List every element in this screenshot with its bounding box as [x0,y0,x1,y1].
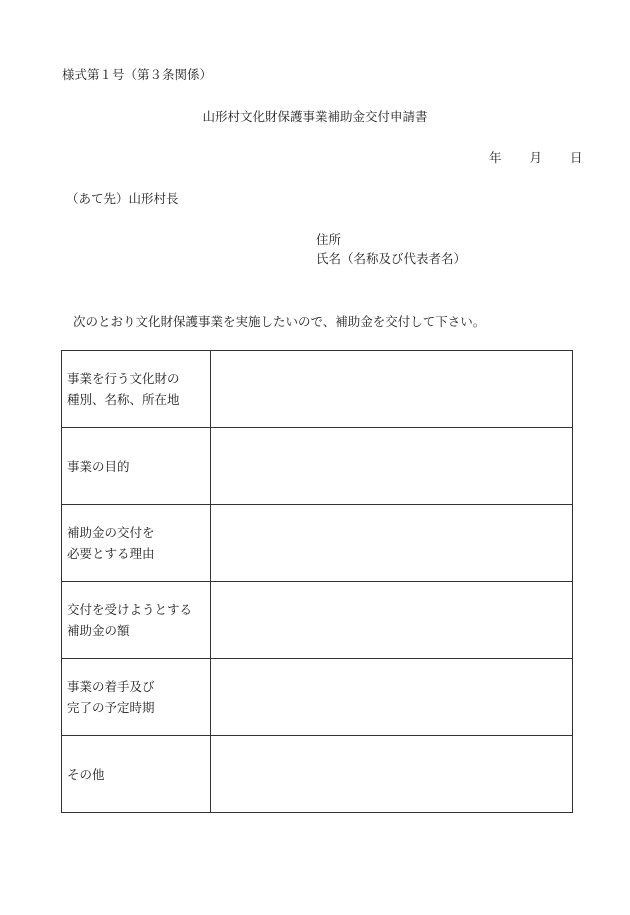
table-row [62,351,573,428]
date-month-label: 月 [529,150,543,165]
date-day-label: 日 [570,150,583,165]
table-row [62,659,573,736]
label-line: 事業を行う文化財の [67,371,180,386]
row-label-amount [62,582,211,659]
table-row [62,505,573,582]
row-value-other[interactable] [211,736,573,813]
label-line: 補助金の額 [67,623,130,638]
row-value-amount[interactable] [211,582,573,659]
row-value-schedule[interactable] [211,659,573,736]
applicant-name-label: 氏名（名称及び代表者名） [316,251,467,266]
row-label-reason [62,505,211,582]
form-number: 様式第１号（第３条関係） [62,67,213,82]
document-title: 山形村文化財保護事業補助金交付申請書 [202,109,428,124]
table-row [62,736,573,813]
date-line [489,152,583,165]
application-table [61,350,573,813]
label-line: 交付を受けようとする [67,602,193,617]
row-label-other [62,736,211,813]
label-line: 補助金の交付を [67,525,155,540]
label-line: 必要とする理由 [67,546,155,561]
row-label-purpose [62,428,211,505]
row-value-cultural-property[interactable] [211,351,573,428]
intro-text: 次のとおり文化財保護事業を実施したいので、補助金を交付して下さい。 [73,314,486,329]
row-label-cultural-property [62,351,211,428]
table-row [62,428,573,505]
label-line: その他 [67,766,105,782]
row-label-schedule [62,659,211,736]
label-line: 種別、名称、所在地 [67,392,180,407]
label-line: 事業の目的 [67,458,130,474]
date-year-label: 年 [489,150,502,165]
addressee: （あて先）山形村長 [66,191,179,206]
row-value-purpose[interactable] [211,428,573,505]
table-row [62,582,573,659]
label-line: 事業の着手及び [67,679,155,694]
applicant-address-label: 住所 [316,232,342,247]
label-line: 完了の予定時期 [67,700,155,715]
row-value-reason[interactable] [211,505,573,582]
